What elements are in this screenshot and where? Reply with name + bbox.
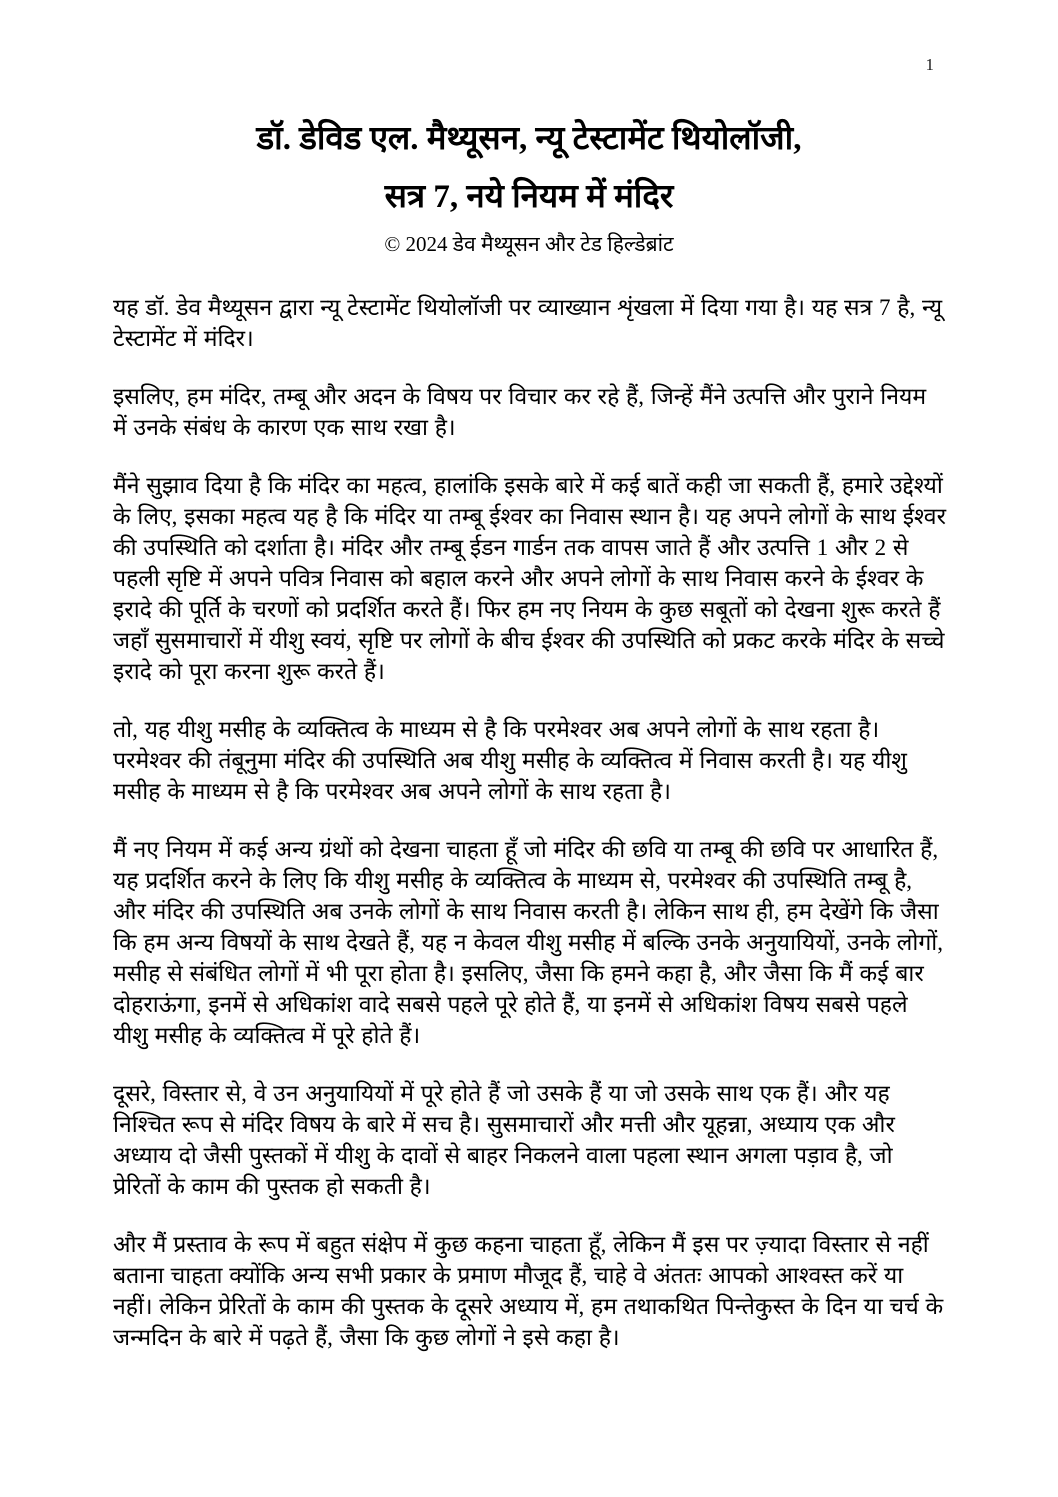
paragraph-7: और मैं प्रस्ताव के रूप में बहुत संक्षेप में कुछ कहना चाहता हूँ, लेकिन मैं इस पर ज़्यादा विस्तार से नहीं बताना चाहता क्योंकि अन्य सभी प्रकार के प्रमाण मौजूद हैं, चाहे वे अंततः आपको आश्वस्त करें या नहीं। लेकिन प्रेरितों के काम की पुस्तक के दूसरे अध्याय में, हम तथाकथित पिन्तेकुस्त के दिन या चर्च के जन्मदिन के बारे में पढ़ते हैं, जैसा कि कुछ लोगों ने इसे कहा है। (113, 1232, 944, 1350)
document-header (0, 0, 1058, 258)
paragraph-6: दूसरे, विस्तार से, वे उन अनुयायियों में पूरे होते हैं जो उसके हैं या जो उसके साथ एक हैं। और यह निश्चित रूप से मंदिर विषय के बारे में सच है। सुसमाचारों और मत्ती और यूहन्ना, अध्याय एक और अध्याय दो जैसी पुस्तकों में यीशु के दावों से बाहर निकलने वाला पहला स्थान अगला पड़ाव है, जो प्रेरितों के काम की पुस्तक हो सकती है। (113, 1081, 895, 1199)
copyright-line: © 2024 डेव मैथ्यूसन और टेड हिल्डेब्रांट (384, 232, 674, 256)
paragraph-4: तो, यह यीशु मसीह के व्यक्तित्व के माध्यम से है कि परमेश्वर अब अपने लोगों के साथ रहता है। परमेश्वर की तंबूनुमा मंदिर की उपस्थिति अब यीशु मसीह के व्यक्तित्व में निवास करती है। यह यीशु मसीह के माध्यम से है कि परमेश्वर अब अपने लोगों के साथ रहता है। (113, 717, 907, 804)
document-body (113, 292, 946, 1353)
paragraph-1: यह डॉ. डेव मैथ्यूसन द्वारा न्यू टेस्टामेंट थियोलॉजी पर व्याख्यान शृंखला में दिया गया है। यह सत्र 7 है, न्यू टेस्टामेंट में मंदिर। (113, 295, 943, 351)
paragraph-2: इसलिए, हम मंदिर, तम्बू और अदन के विषय पर विचार कर रहे हैं, जिन्हें मैंने उत्पत्ति और पुराने नियम में उनके संबंध के कारण एक साथ रखा है। (113, 384, 927, 440)
page-number: 1 (925, 55, 934, 74)
document-title (0, 110, 1058, 226)
paragraph-5: मैं नए नियम में कई अन्य ग्रंथों को देखना चाहता हूँ जो मंदिर की छवि या तम्बू की छवि पर आधारित हैं, यह प्रदर्शित करने के लिए कि यीशु मसीह के व्यक्तित्व के माध्यम से, परमेश्वर की उपस्थिति तम्बू है, और मंदिर की उपस्थिति अब उनके लोगों के साथ निवास करती है। लेकिन साथ ही, हम देखेंगे कि जैसा कि हम अन्य विषयों के साथ देखते हैं, यह न केवल यीशु मसीह में बल्कि उनके अनुयायियों, उनके लोगों, मसीह से संबंधित लोगों में भी पूरा होता है। इसलिए, जैसा कि हमने कहा है, और जैसा कि मैं कई बार दोहराऊंगा, इनमें से अधिकांश वादे सबसे पहले पूरे होते हैं, या इनमें से अधिकांश विषय सबसे पहले यीशु मसीह के व्यक्तित्व में पूरे होते हैं। (113, 837, 943, 1048)
document-title-line-1: डॉ. डेविड एल. मैथ्यूसन, न्यू टेस्टामेंट थियोलॉजी, (256, 121, 802, 157)
document-title-line-2: सत्र 7, नये नियम में मंदिर (384, 179, 674, 215)
paragraph-3: मैंने सुझाव दिया है कि मंदिर का महत्व, हालांकि इसके बारे में कई बातें कही जा सकती हैं, हमारे उद्देश्यों के लिए, इसका महत्व यह है कि मंदिर या तम्बू ईश्वर का निवास स्थान है। यह अपने लोगों के साथ ईश्वर की उपस्थिति को दर्शाता है। मंदिर और तम्बू ईडन गार्डन तक वापस जाते हैं और उत्पत्ति 1 और 2 से पहली सृष्टि में अपने पवित्र निवास को बहाल करने और अपने लोगों के साथ निवास करने के ईश्वर के इरादे की पूर्ति के चरणों को प्रदर्शित करते हैं। फिर हम नए नियम के कुछ सबूतों को देखना शुरू करते हैं जहाँ सुसमाचारों में यीशु स्वयं, सृष्टि पर लोगों के बीच ईश्वर की उपस्थिति को प्रकट करके मंदिर के सच्चे इरादे को पूरा करना शुरू करते हैं। (113, 473, 947, 684)
